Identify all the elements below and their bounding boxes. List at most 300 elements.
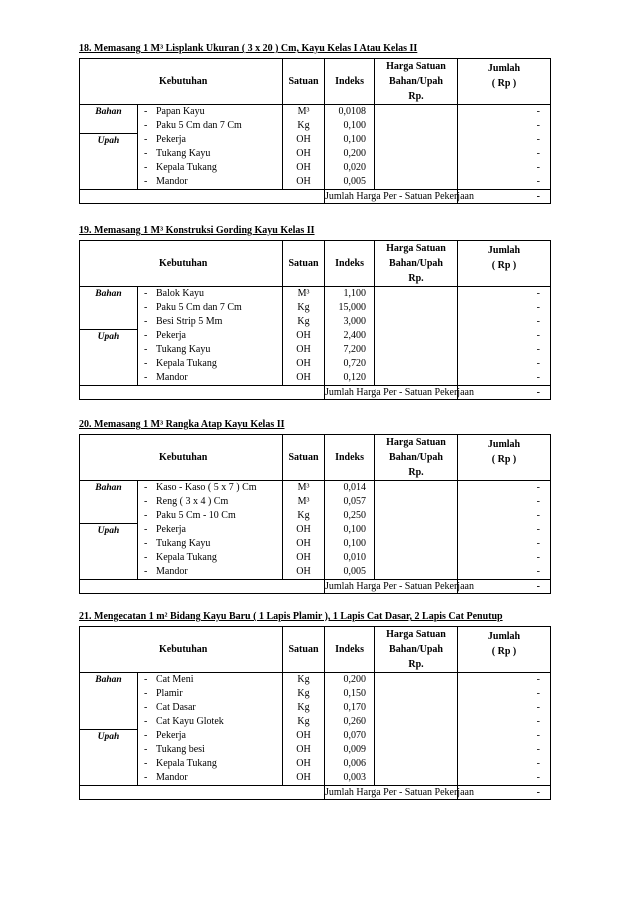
amount-cell: - [458,757,551,771]
footer-total-label: Jumlah Harga Per - Satuan Pekerjaan [325,191,474,202]
table-row [80,287,551,302]
amount-cell: - [458,371,551,386]
index-cell: 0,003 [325,771,375,786]
amount-cell: - [458,771,551,786]
item-cell [138,687,283,701]
item-name: Pekerja [156,134,186,145]
unit-cell: OH [283,757,325,771]
table-row [80,673,551,688]
item-name: Kepala Tukang [156,358,217,369]
bullet-dash: - [144,524,148,535]
table-row [80,701,551,715]
price-cell [375,371,458,386]
amount-cell: - [458,301,551,315]
unit-cell: OH [283,729,325,743]
unit-cell: OH [283,147,325,161]
item-cell [138,357,283,371]
header-kebutuhan: Kebutuhan [80,435,283,481]
index-cell: 0,0108 [325,105,375,120]
item-name: Paku 5 Cm dan 7 Cm [156,120,242,131]
table-footer-row [80,386,551,400]
price-cell [375,133,458,147]
item-name: Papan Kayu [156,106,205,117]
bullet-dash: - [144,730,148,741]
item-name: Mandor [156,176,188,187]
header-jumlah-line: Jumlah [487,63,521,74]
header-harga-line: Rp. [408,467,424,478]
item-cell [138,771,283,786]
unit-cell: OH [283,523,325,537]
price-cell [375,105,458,120]
group-label: Upah [80,523,138,580]
header-harga-line: Bahan/Upah [389,644,443,655]
table-row [80,315,551,329]
unit-cell: OH [283,343,325,357]
bullet-dash: - [144,148,148,159]
item-name: Kepala Tukang [156,758,217,769]
header-satuan: Satuan [283,627,325,673]
amount-cell: - [458,551,551,565]
table-row [80,301,551,315]
table-row [80,147,551,161]
amount-cell: - [458,119,551,133]
header-jumlah [458,241,551,287]
analysis-table [79,58,551,204]
bullet-dash: - [144,106,148,117]
price-cell [375,687,458,701]
amount-cell: - [458,357,551,371]
price-cell [375,329,458,343]
header-indeks: Indeks [325,435,375,481]
amount-cell: - [458,729,551,743]
group-label: Upah [80,329,138,386]
index-cell: 3,000 [325,315,375,329]
amount-cell: - [458,287,551,302]
unit-cell: OH [283,175,325,190]
item-cell [138,551,283,565]
item-name: Pekerja [156,730,186,741]
header-harga-satuan [375,627,458,673]
amount-cell: - [458,523,551,537]
bullet-dash: - [144,482,148,493]
price-cell [375,161,458,175]
header-jumlah-line: Jumlah [487,631,521,642]
header-indeks: Indeks [325,59,375,105]
item-cell [138,287,283,302]
index-cell: 0,100 [325,133,375,147]
bullet-dash: - [144,496,148,507]
analysis-table [79,434,551,594]
item-name: Tukang besi [156,744,205,755]
index-cell: 0,720 [325,357,375,371]
unit-cell: OH [283,551,325,565]
table-row [80,509,551,523]
table-footer-row [80,580,551,594]
header-harga-line: Rp. [408,273,424,284]
unit-cell: M³ [283,105,325,120]
price-cell [375,175,458,190]
header-kebutuhan: Kebutuhan [80,241,283,287]
section-title: 21. Mengecatan 1 m² Bidang Kayu Baru ( 1 Lapis Plamir ), 1 Lapis Cat Dasar, 2 Lapis Cat Penutup [79,611,503,622]
item-cell [138,343,283,357]
table-row [80,495,551,509]
index-cell: 0,200 [325,673,375,688]
index-cell: 0,005 [325,175,375,190]
item-name: Paku 5 Cm - 10 Cm [156,510,236,521]
item-cell [138,119,283,133]
table-row [80,551,551,565]
unit-cell: Kg [283,687,325,701]
unit-cell: Kg [283,509,325,523]
item-cell [138,757,283,771]
item-cell [138,701,283,715]
unit-cell: OH [283,537,325,551]
amount-cell: - [458,715,551,729]
item-cell [138,147,283,161]
section-title: 18. Memasang 1 M³ Lisplank Ukuran ( 3 x 20 ) Cm, Kayu Kelas I Atau Kelas II [79,43,418,54]
item-name: Tukang Kayu [156,344,211,355]
amount-cell: - [458,701,551,715]
item-name: Paku 5 Cm dan 7 Cm [156,302,242,313]
header-harga-satuan [375,59,458,105]
item-cell [138,301,283,315]
index-cell: 0,006 [325,757,375,771]
table-row [80,343,551,357]
header-satuan: Satuan [283,435,325,481]
unit-cell: M³ [283,481,325,496]
header-jumlah-line: Jumlah [487,439,521,450]
header-harga-line: Bahan/Upah [389,452,443,463]
amount-cell: - [458,673,551,688]
index-cell: 0,170 [325,701,375,715]
amount-cell: - [458,687,551,701]
header-kebutuhan: Kebutuhan [80,59,283,105]
price-cell [375,673,458,688]
bullet-dash: - [144,716,148,727]
header-harga-satuan [375,435,458,481]
unit-cell: Kg [283,301,325,315]
amount-cell: - [458,315,551,329]
item-cell [138,161,283,175]
header-satuan: Satuan [283,241,325,287]
item-cell [138,105,283,120]
item-cell [138,523,283,537]
table-row [80,481,551,496]
price-cell [375,481,458,496]
bullet-dash: - [144,316,148,327]
index-cell: 0,057 [325,495,375,509]
footer-spacer [80,580,325,594]
table-row [80,537,551,551]
header-jumlah [458,435,551,481]
unit-cell: OH [283,161,325,175]
bullet-dash: - [144,744,148,755]
price-cell [375,565,458,580]
table-row [80,357,551,371]
header-jumlah-line: ( Rp ) [491,260,517,271]
item-cell [138,481,283,496]
section-title: 20. Memasang 1 M³ Rangka Atap Kayu Kelas II [79,419,285,430]
bullet-dash: - [144,510,148,521]
bullet-dash: - [144,358,148,369]
unit-cell: OH [283,771,325,786]
bullet-dash: - [144,566,148,577]
header-harga-line: Harga Satuan [386,61,446,72]
unit-cell: OH [283,565,325,580]
group-label: Upah [80,729,138,786]
footer-total-value: - [458,386,551,400]
index-cell: 0,070 [325,729,375,743]
index-cell: 7,200 [325,343,375,357]
footer-spacer [80,190,325,204]
footer-total-value: - [458,190,551,204]
item-cell [138,175,283,190]
price-cell [375,523,458,537]
table-header-row [80,627,551,673]
bullet-dash: - [144,674,148,685]
header-harga-line: Bahan/Upah [389,76,443,87]
analysis-table [79,626,551,800]
bullet-dash: - [144,330,148,341]
price-cell [375,495,458,509]
price-cell [375,147,458,161]
bullet-dash: - [144,702,148,713]
item-name: Tukang Kayu [156,538,211,549]
item-cell [138,329,283,343]
amount-cell: - [458,565,551,580]
item-cell [138,537,283,551]
unit-cell: M³ [283,495,325,509]
bullet-dash: - [144,688,148,699]
table-footer-row [80,786,551,800]
index-cell: 2,400 [325,329,375,343]
table-row [80,729,551,743]
header-harga-line: Harga Satuan [386,629,446,640]
price-cell [375,119,458,133]
group-label: Bahan [80,105,138,134]
amount-cell: - [458,343,551,357]
table-row [80,743,551,757]
unit-cell: Kg [283,673,325,688]
header-harga-line: Bahan/Upah [389,258,443,269]
amount-cell: - [458,481,551,496]
bullet-dash: - [144,552,148,563]
table-row [80,565,551,580]
group-label: Bahan [80,481,138,524]
index-cell: 0,150 [325,687,375,701]
item-cell [138,729,283,743]
unit-cell: OH [283,743,325,757]
bullet-dash: - [144,538,148,549]
footer-total-value: - [458,580,551,594]
item-name: Plamir [156,688,183,699]
group-label: Upah [80,133,138,190]
item-name: Reng ( 3 x 4 ) Cm [156,496,229,507]
header-jumlah [458,627,551,673]
bullet-dash: - [144,134,148,145]
price-cell [375,509,458,523]
price-cell [375,771,458,786]
section-title: 19. Memasang 1 M³ Konstruksi Gording Kayu Kelas II [79,225,315,236]
table-row [80,771,551,786]
table-row [80,757,551,771]
bullet-dash: - [144,758,148,769]
item-name: Cat Meni [156,674,194,685]
bullet-dash: - [144,372,148,383]
index-cell: 0,100 [325,119,375,133]
index-cell: 0,100 [325,537,375,551]
table-row [80,161,551,175]
footer-total-label: Jumlah Harga Per - Satuan Pekerjaan [325,787,474,798]
header-jumlah-line: ( Rp ) [491,646,517,657]
item-name: Cat Kayu Glotek [156,716,224,727]
unit-cell: Kg [283,119,325,133]
header-satuan: Satuan [283,59,325,105]
table-header-row [80,59,551,105]
item-name: Tukang Kayu [156,148,211,159]
amount-cell: - [458,509,551,523]
unit-cell: Kg [283,715,325,729]
item-name: Mandor [156,372,188,383]
table-row [80,329,551,343]
amount-cell: - [458,147,551,161]
item-name: Pekerja [156,524,186,535]
amount-cell: - [458,743,551,757]
amount-cell: - [458,495,551,509]
item-name: Mandor [156,566,188,577]
table-row [80,133,551,147]
table-footer-row [80,190,551,204]
table-header-row [80,435,551,481]
item-name: Pekerja [156,330,186,341]
header-indeks: Indeks [325,241,375,287]
header-indeks: Indeks [325,627,375,673]
item-cell [138,673,283,688]
price-cell [375,743,458,757]
unit-cell: Kg [283,701,325,715]
header-harga-line: Rp. [408,91,424,102]
analysis-table [79,240,551,400]
amount-cell: - [458,161,551,175]
table-row [80,105,551,120]
index-cell: 0,260 [325,715,375,729]
index-cell: 0,120 [325,371,375,386]
item-cell [138,509,283,523]
item-name: Balok Kayu [156,288,205,299]
price-cell [375,301,458,315]
table-row [80,119,551,133]
footer-total-label: Jumlah Harga Per - Satuan Pekerjaan [325,387,474,398]
unit-cell: M³ [283,287,325,302]
index-cell: 1,100 [325,287,375,302]
unit-cell: OH [283,133,325,147]
item-cell [138,133,283,147]
item-cell [138,715,283,729]
price-cell [375,757,458,771]
header-jumlah-line: Jumlah [487,245,521,256]
price-cell [375,729,458,743]
table-row [80,523,551,537]
item-name: Kepala Tukang [156,552,217,563]
index-cell: 0,009 [325,743,375,757]
item-cell [138,495,283,509]
amount-cell: - [458,537,551,551]
table-row [80,687,551,701]
index-cell: 0,250 [325,509,375,523]
price-cell [375,357,458,371]
index-cell: 0,200 [325,147,375,161]
index-cell: 0,020 [325,161,375,175]
header-harga-satuan [375,241,458,287]
header-harga-line: Rp. [408,659,424,670]
index-cell: 0,014 [325,481,375,496]
price-cell [375,537,458,551]
price-cell [375,551,458,565]
group-label: Bahan [80,287,138,330]
table-row [80,715,551,729]
unit-cell: Kg [283,315,325,329]
item-cell [138,743,283,757]
price-cell [375,715,458,729]
index-cell: 0,100 [325,523,375,537]
price-cell [375,287,458,302]
item-cell [138,315,283,329]
item-name: Mandor [156,772,188,783]
item-name: Kaso - Kaso ( 5 x 7 ) Cm [156,482,257,493]
footer-spacer [80,786,325,800]
group-label: Bahan [80,673,138,730]
bullet-dash: - [144,120,148,131]
table-header-row [80,241,551,287]
bullet-dash: - [144,288,148,299]
footer-spacer [80,386,325,400]
header-jumlah [458,59,551,105]
item-name: Besi Strip 5 Mm [156,316,223,327]
footer-total-value: - [458,786,551,800]
item-name: Kepala Tukang [156,162,217,173]
header-jumlah-line: ( Rp ) [491,454,517,465]
price-cell [375,343,458,357]
unit-cell: OH [283,371,325,386]
amount-cell: - [458,133,551,147]
index-cell: 0,005 [325,565,375,580]
item-cell [138,371,283,386]
bullet-dash: - [144,772,148,783]
unit-cell: OH [283,357,325,371]
bullet-dash: - [144,176,148,187]
item-name: Cat Dasar [156,702,196,713]
item-cell [138,565,283,580]
price-cell [375,701,458,715]
bullet-dash: - [144,162,148,173]
index-cell: 15,000 [325,301,375,315]
unit-cell: OH [283,329,325,343]
table-row [80,175,551,190]
index-cell: 0,010 [325,551,375,565]
amount-cell: - [458,105,551,120]
bullet-dash: - [144,344,148,355]
header-harga-line: Harga Satuan [386,437,446,448]
table-row [80,371,551,386]
header-kebutuhan: Kebutuhan [80,627,283,673]
header-harga-line: Harga Satuan [386,243,446,254]
header-jumlah-line: ( Rp ) [491,78,517,89]
amount-cell: - [458,329,551,343]
bullet-dash: - [144,302,148,313]
footer-total-label: Jumlah Harga Per - Satuan Pekerjaan [325,581,474,592]
amount-cell: - [458,175,551,190]
price-cell [375,315,458,329]
